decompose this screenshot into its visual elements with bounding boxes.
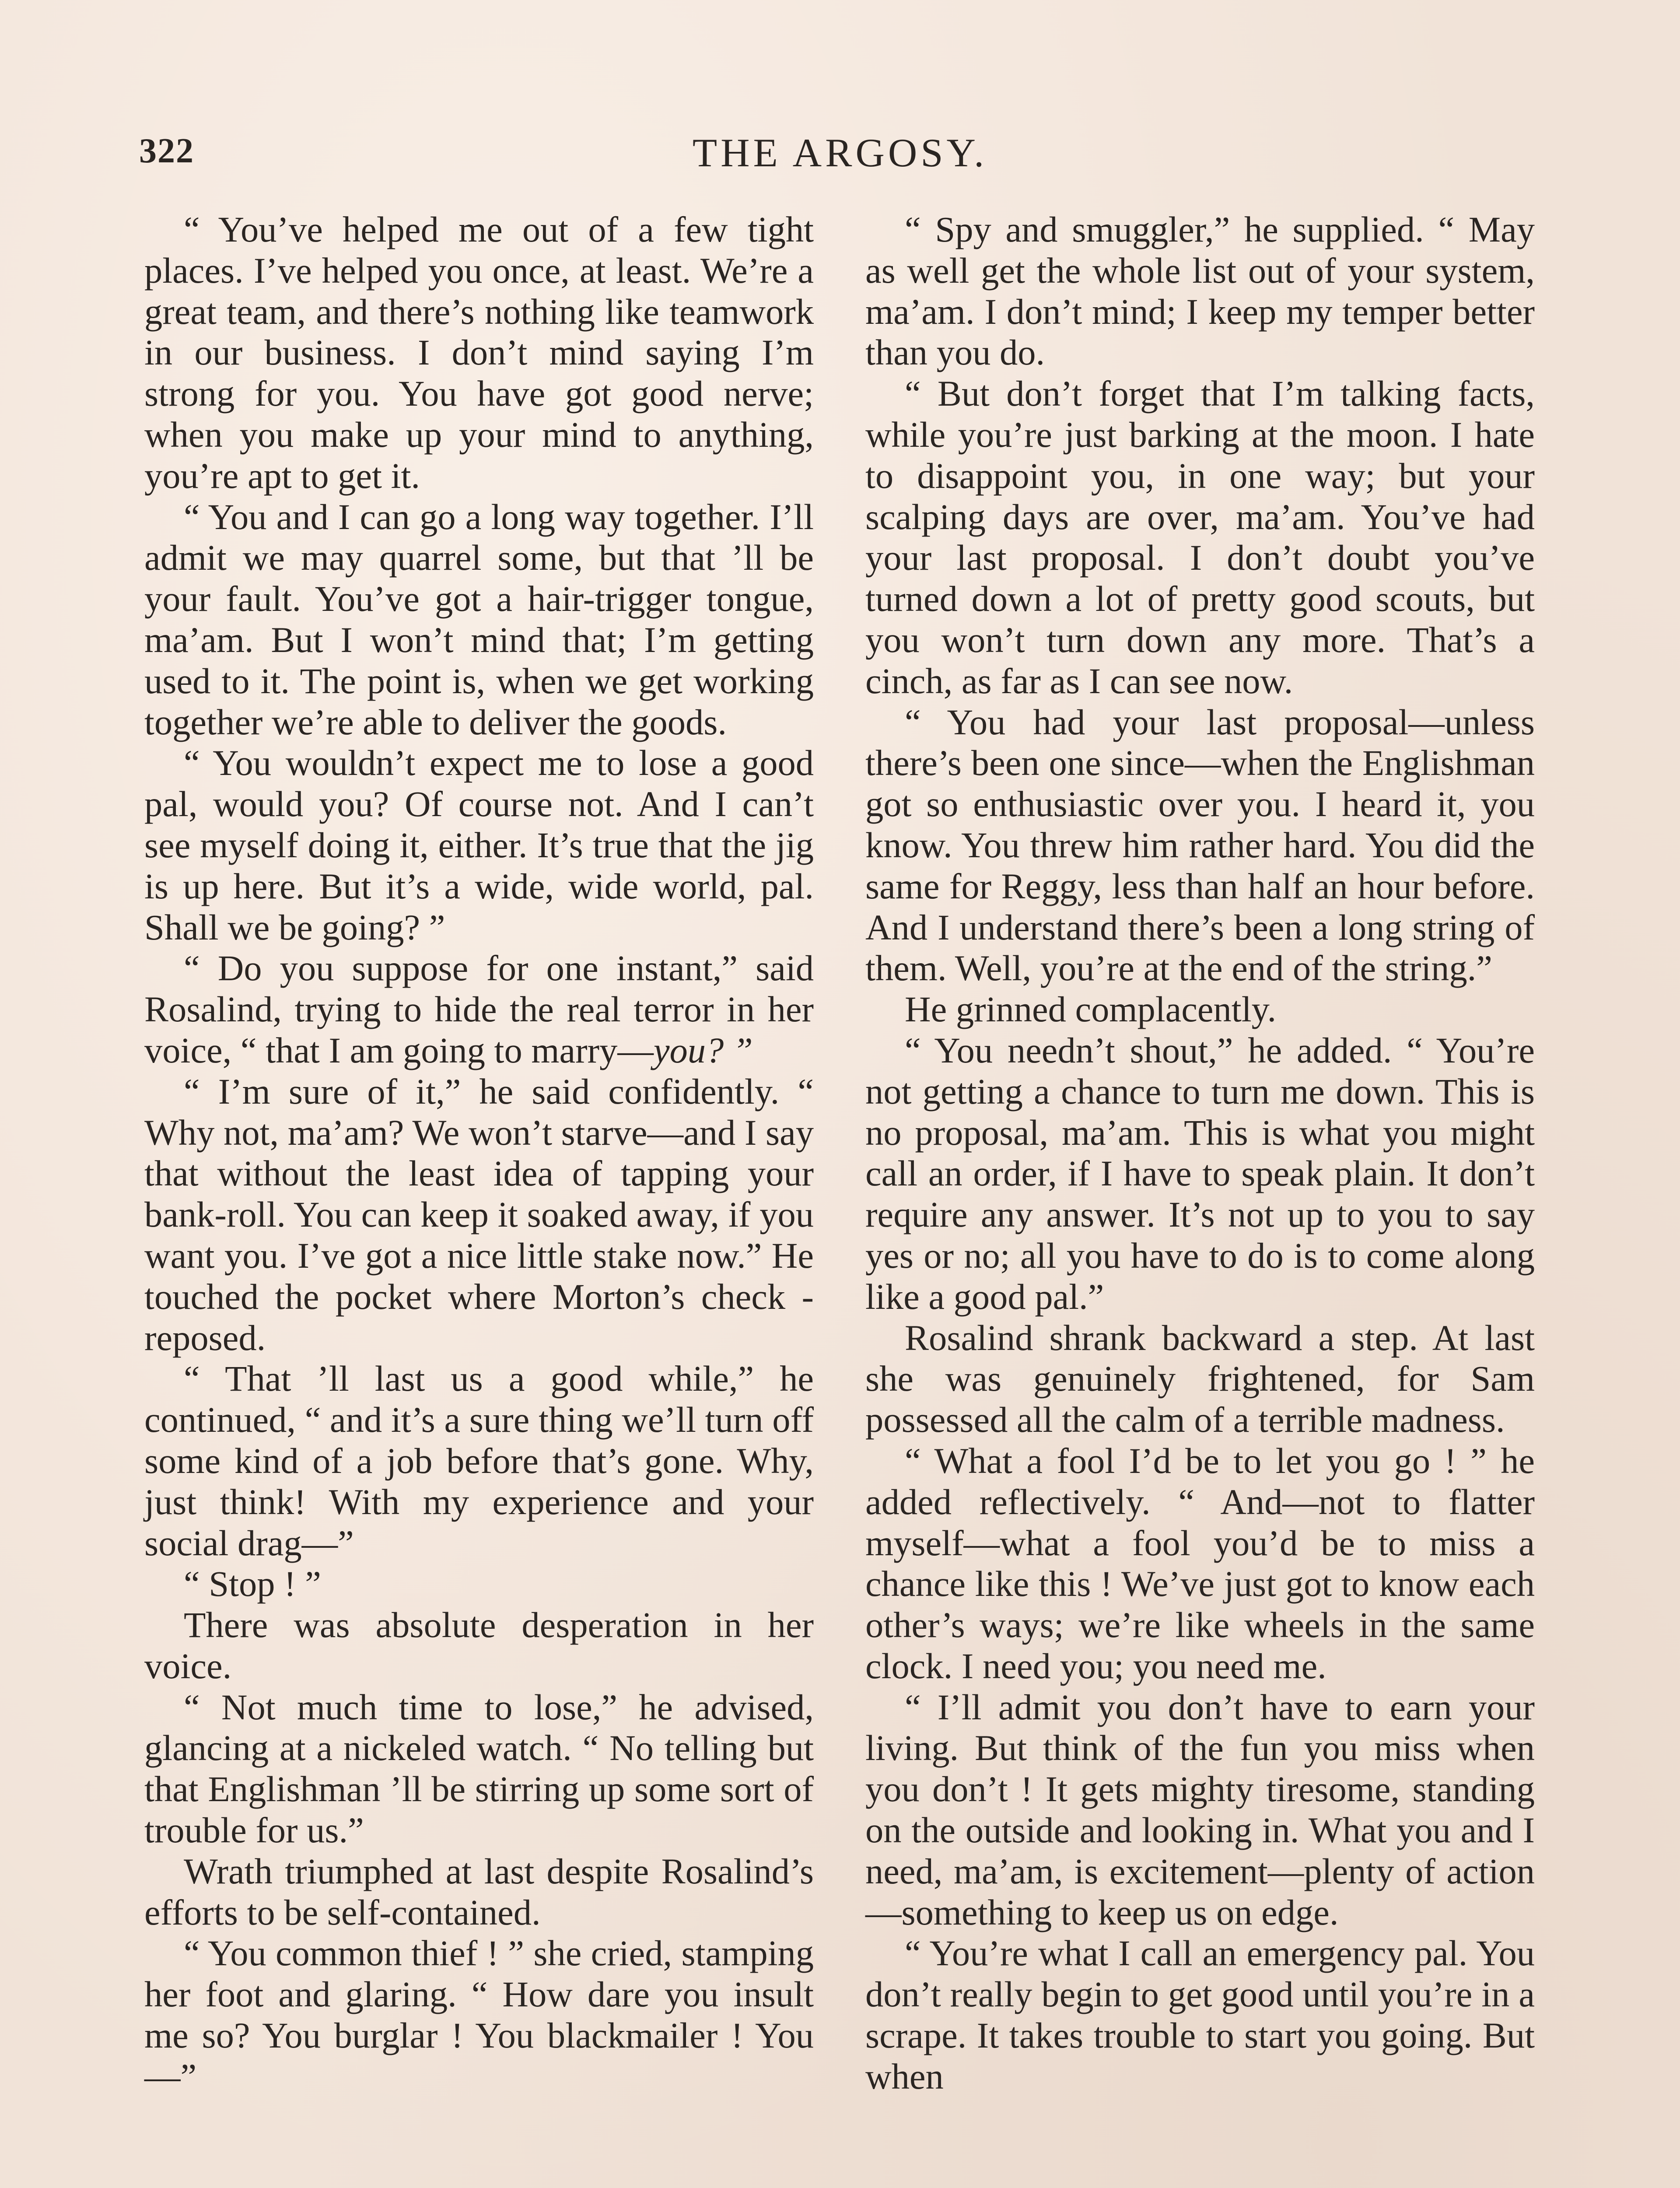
paragraph: “ You needn’t shout,” he added. “ You’re not getting a chance to turn me down. This is no proposal, ma’am. This is what you might call an order, if I have to speak plain. It don’t require any answer. It’s not up to you to say yes or no; all you have to do is to come along like a good pal.” (865, 1030, 1535, 1317)
paragraph: “ You and I can go a long way together. I’ll admit we may quarrel some, but that ’ll be your fault. You’ve got a hair-trigger tongue, ma’am. But I won’t mind that; I’m getting used to it. The point is, when we get working together we’re able to deliver the goods. (144, 496, 814, 742)
paragraph: Wrath triumphed at last despite Rosalind’s efforts to be self-contained. (144, 1851, 814, 1932)
paragraph: “ You common thief ! ” she cried, stamping her foot and glaring. “ How dare you insult me so? You burglar ! You blackmailer ! You—” (144, 1933, 814, 2097)
paragraph: “ Stop ! ” (184, 1564, 321, 1604)
paragraph: “ I’ll admit you don’t have to earn your living. But think of the fun you miss when you don’t ! It gets mighty tiresome, standing on the outside and looking in. What you and I need, ma’am, is excitement—plenty of action —something to keep us on edge. (865, 1687, 1535, 1932)
paragraph: “ You wouldn’t expect me to lose a good pal, would you? Of course not. And I can’t see myself doing it, either. It’s true that the jig is up here. But it’s a wide, wide world, pal. Shall we be going? ” (144, 743, 814, 947)
paragraph: “ You had your last proposal—unless there’s been one since—when the Englishman got so enthusiastic over you. I heard it, you know. You threw him rather hard. You did the same for Reggy, less than half an hour before. And I understand there’s been a long string of them. Well, you’re at the end of the string.” (865, 701, 1535, 989)
paragraph: “ But don’t forget that I’m talking facts, while you’re just barking at the moon. I hate to disappoint you, in one way; but your scalping days are over, ma’am. You’ve had your last proposal. I don’t doubt you’ve turned down a lot of pretty good scouts, but you won’t turn down any more. That’s a cinch, as far as I can see now. (865, 373, 1535, 701)
paragraph (144, 948, 814, 1071)
paragraph: “ Spy and smuggler,” he supplied. “ May as well get the whole list out of your system, ma’am. I don’t mind; I keep my temper better than you do. (865, 209, 1535, 373)
paragraph: There was absolute desperation in her voice. (144, 1605, 814, 1686)
paragraph: “ You’ve helped me out of a few tight places. I’ve helped you once, at least. We’re a great team, and there’s nothing like teamwork in our business. I don’t mind saying I’m strong for you. You have got good nerve; when you make up your mind to anything, you’re apt to get it. (144, 209, 814, 496)
paragraph: Rosalind shrank backward a step. At last she was genuinely frightened, for Sam possessed all the calm of a terrible madness. (865, 1317, 1535, 1440)
running-title: THE ARGOSY. (692, 130, 988, 175)
paragraph: “ I’m sure of it,” he said confidently. “ Why not, ma’am? We won’t starve—and I say that without the least idea of tapping your bank-roll. You can keep it soaked away, if you want you. I’ve got a nice little stake now.” He touched the pocket where Morton’s check - reposed. (144, 1071, 814, 1358)
right-column (865, 209, 1535, 2097)
paragraph: “ That ’ll last us a good while,” he continued, “ and it’s a sure thing we’ll turn off some kind of a job before that’s gone. Why, just think! With my experience and your social drag—” (144, 1358, 814, 1563)
paragraph: He grinned complacently. (905, 989, 1277, 1030)
paragraph: “ Not much time to lose,” he advised, glancing at a nickeled watch. “ No telling but that Englishman ’ll be stirring up some sort of trouble for us.” (144, 1687, 814, 1851)
left-column (144, 209, 814, 2097)
paragraph: “ What a fool I’d be to let you go ! ” he added reflectively. “ And—not to flatter myself—what a fool you’d be to miss a chance like this ! We’ve just got to know each other’s ways; we’re like wheels in the same clock. I need you; you need me. (865, 1440, 1535, 1686)
paragraph-text: “ Do you suppose for one instant,” said Rosalind, trying to hide the real terror in her voice, “ that I am going to marry— (144, 948, 814, 1070)
italic-text: you? ” (653, 1030, 753, 1070)
paragraph: “ You’re what I call an emergency pal. You don’t really begin to get good until you’re in a scrape. It takes trouble to start you going. But when (865, 1933, 1535, 2097)
page-number: 322 (139, 132, 194, 170)
